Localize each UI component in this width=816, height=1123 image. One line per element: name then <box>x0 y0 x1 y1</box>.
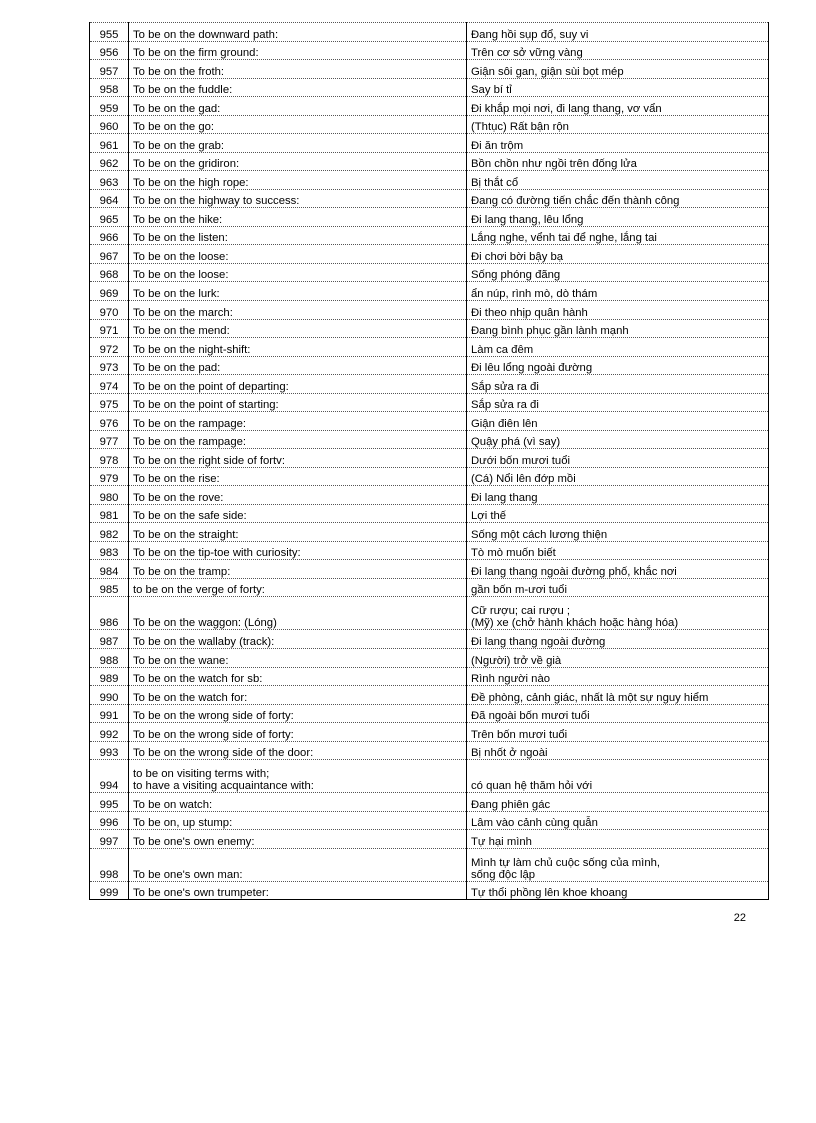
english-idiom: To be on the loose: <box>129 245 467 264</box>
english-idiom: To be on the pad: <box>129 356 467 375</box>
table-row <box>90 686 769 705</box>
table-row <box>90 300 769 319</box>
english-idiom: To be on the wrong side of forty: <box>129 723 467 742</box>
table-row <box>90 338 769 357</box>
entry-number: 961 <box>90 134 129 153</box>
vietnamese-meaning: Đang hồi sụp đổ, suy vi <box>467 23 769 42</box>
english-idiom: To be on the listen: <box>129 226 467 245</box>
vietnamese-meaning: Sắp sửa ra đi <box>467 375 769 394</box>
vietnamese-meaning: (Cá) Nổi lên đớp mồi <box>467 467 769 486</box>
table-row <box>90 597 769 630</box>
entry-number: 962 <box>90 152 129 171</box>
entry-number: 959 <box>90 97 129 116</box>
english-idiom: To be on the rise: <box>129 467 467 486</box>
vietnamese-meaning: Rình người nào <box>467 667 769 686</box>
entry-number: 982 <box>90 523 129 542</box>
page-number: 22 <box>733 912 746 924</box>
entry-number: 956 <box>90 41 129 60</box>
table-row <box>90 667 769 686</box>
table-row <box>90 60 769 79</box>
table-row <box>90 504 769 523</box>
vietnamese-meaning: Trên bốn mươi tuổi <box>467 723 769 742</box>
table-row <box>90 356 769 375</box>
english-idiom: To be on the downward path: <box>129 23 467 42</box>
vietnamese-meaning: Trên cơ sở vững vàng <box>467 41 769 60</box>
entry-number: 986 <box>90 597 129 630</box>
entry-number: 955 <box>90 23 129 42</box>
vietnamese-meaning: gần bốn m-ươi tuổi <box>467 578 769 597</box>
english-idiom: to be on the verge of forty: <box>129 578 467 597</box>
entry-number: 995 <box>90 793 129 812</box>
vietnamese-meaning: Đã ngoài bốn mươi tuổi <box>467 704 769 723</box>
entry-number: 968 <box>90 263 129 282</box>
vietnamese-meaning: Giận điên lên <box>467 412 769 431</box>
entry-number: 964 <box>90 189 129 208</box>
vietnamese-meaning: Sắp sửa ra đi <box>467 393 769 412</box>
vietnamese-meaning: Lợi thế <box>467 504 769 523</box>
english-idiom: To be on, up stump: <box>129 811 467 830</box>
vietnamese-meaning: Bồn chồn như ngồi trên đống lửa <box>467 152 769 171</box>
english-idiom: To be on the froth: <box>129 60 467 79</box>
english-idiom: To be on the rove: <box>129 486 467 505</box>
entry-number: 979 <box>90 467 129 486</box>
table-row <box>90 848 769 881</box>
table-row <box>90 723 769 742</box>
vietnamese-meaning: Đi lang thang, lêu lổng <box>467 208 769 227</box>
english-idiom: To be on the point of starting: <box>129 393 467 412</box>
table-row <box>90 760 769 793</box>
entry-number: 981 <box>90 504 129 523</box>
table-row <box>90 811 769 830</box>
english-idiom: To be on the highway to success: <box>129 189 467 208</box>
english-idiom: To be on the mend: <box>129 319 467 338</box>
vietnamese-meaning: Sống phóng đãng <box>467 263 769 282</box>
english-idiom: To be one's own man: <box>129 848 467 881</box>
vietnamese-meaning: Đi khắp mọi nơi, đi lang thang, vơ vẩn <box>467 97 769 116</box>
vietnamese-meaning: Sống một cách lương thiện <box>467 523 769 542</box>
english-idiom: To be on the point of departing: <box>129 375 467 394</box>
table-row <box>90 541 769 560</box>
entry-number: 963 <box>90 171 129 190</box>
entry-number: 985 <box>90 578 129 597</box>
table-row <box>90 881 769 900</box>
vietnamese-meaning: Lắng nghe, vểnh tai để nghe, lắng tai <box>467 226 769 245</box>
english-idiom: To be on the loose: <box>129 263 467 282</box>
entry-number: 958 <box>90 78 129 97</box>
entry-number: 978 <box>90 449 129 468</box>
table-row <box>90 319 769 338</box>
vietnamese-meaning: Đi lêu lổng ngoài đường <box>467 356 769 375</box>
table-row <box>90 134 769 153</box>
table-row <box>90 189 769 208</box>
vietnamese-meaning: Đi ăn trộm <box>467 134 769 153</box>
entry-number: 998 <box>90 848 129 881</box>
vietnamese-meaning: Tự hại mình <box>467 830 769 849</box>
english-idiom: To be on the straight: <box>129 523 467 542</box>
entry-number: 988 <box>90 649 129 668</box>
english-idiom: To be one's own enemy: <box>129 830 467 849</box>
entry-number: 966 <box>90 226 129 245</box>
english-idiom: To be on the gad: <box>129 97 467 116</box>
table-row <box>90 578 769 597</box>
vietnamese-meaning: Mình tự làm chủ cuộc sống của mình, sống độc lập <box>467 848 769 881</box>
english-idiom: To be on the right side of fortv: <box>129 449 467 468</box>
idiom-table <box>89 22 769 900</box>
entry-number: 983 <box>90 541 129 560</box>
entry-number: 967 <box>90 245 129 264</box>
table-row <box>90 282 769 301</box>
entry-number: 977 <box>90 430 129 449</box>
entry-number: 984 <box>90 560 129 579</box>
vietnamese-meaning: Quậy phá (vì say) <box>467 430 769 449</box>
english-idiom: To be on the march: <box>129 300 467 319</box>
vietnamese-meaning: (Thtục) Rất bận rộn <box>467 115 769 134</box>
table-row <box>90 152 769 171</box>
table-row <box>90 793 769 812</box>
table-row <box>90 430 769 449</box>
entry-number: 972 <box>90 338 129 357</box>
table-row <box>90 78 769 97</box>
vietnamese-meaning: Say bí tỉ <box>467 78 769 97</box>
table-row <box>90 449 769 468</box>
vietnamese-meaning: Đi theo nhịp quân hành <box>467 300 769 319</box>
english-idiom: To be on the night-shift: <box>129 338 467 357</box>
table-row <box>90 630 769 649</box>
english-idiom: To be on the safe side: <box>129 504 467 523</box>
entry-number: 974 <box>90 375 129 394</box>
entry-number: 991 <box>90 704 129 723</box>
vietnamese-meaning: Bị nhốt ở ngoài <box>467 741 769 760</box>
vietnamese-meaning: Tò mò muốn biết <box>467 541 769 560</box>
table-row <box>90 830 769 849</box>
entry-number: 992 <box>90 723 129 742</box>
vietnamese-meaning: Bị thắt cổ <box>467 171 769 190</box>
english-idiom: To be on the hike: <box>129 208 467 227</box>
vietnamese-meaning: Đề phòng, cảnh giác, nhất là một sự nguy hiểm <box>467 686 769 705</box>
entry-number: 990 <box>90 686 129 705</box>
table-row <box>90 226 769 245</box>
entry-number: 976 <box>90 412 129 431</box>
english-idiom: To be on the tip-toe with curiosity: <box>129 541 467 560</box>
vietnamese-meaning: Lâm vào cảnh cùng quẫn <box>467 811 769 830</box>
entry-number: 971 <box>90 319 129 338</box>
english-idiom: To be on the lurk: <box>129 282 467 301</box>
english-idiom: To be on the gridiron: <box>129 152 467 171</box>
table-row <box>90 560 769 579</box>
table-row <box>90 412 769 431</box>
english-idiom: To be on watch: <box>129 793 467 812</box>
english-idiom: to be on visiting terms with; to have a visiting acquaintance with: <box>129 760 467 793</box>
table-row <box>90 97 769 116</box>
english-idiom: To be on the watch for: <box>129 686 467 705</box>
vietnamese-meaning: Dưới bốn mươi tuổi <box>467 449 769 468</box>
entry-number: 997 <box>90 830 129 849</box>
vietnamese-meaning: có quan hệ thăm hỏi với <box>467 760 769 793</box>
english-idiom: To be one's own trumpeter: <box>129 881 467 900</box>
english-idiom: To be on the tramp: <box>129 560 467 579</box>
entry-number: 957 <box>90 60 129 79</box>
table-row <box>90 393 769 412</box>
entry-number: 993 <box>90 741 129 760</box>
entry-number: 965 <box>90 208 129 227</box>
table-row <box>90 171 769 190</box>
english-idiom: To be on the firm ground: <box>129 41 467 60</box>
table-row <box>90 704 769 723</box>
vietnamese-meaning: ẩn núp, rình mò, dò thám <box>467 282 769 301</box>
vietnamese-meaning: Giận sôi gan, giận sùi bọt mép <box>467 60 769 79</box>
entry-number: 973 <box>90 356 129 375</box>
english-idiom: To be on the wallaby (track): <box>129 630 467 649</box>
table-row <box>90 115 769 134</box>
english-idiom: To be on the go: <box>129 115 467 134</box>
vietnamese-meaning: Đi lang thang <box>467 486 769 505</box>
table-row <box>90 467 769 486</box>
vietnamese-meaning: Đang bình phục gần lành mạnh <box>467 319 769 338</box>
entry-number: 996 <box>90 811 129 830</box>
table-row <box>90 486 769 505</box>
table-row <box>90 263 769 282</box>
entry-number: 980 <box>90 486 129 505</box>
vietnamese-meaning: Đi lang thang ngoài đường <box>467 630 769 649</box>
table-row <box>90 649 769 668</box>
table-row <box>90 245 769 264</box>
table-row <box>90 741 769 760</box>
entry-number: 975 <box>90 393 129 412</box>
entry-number: 970 <box>90 300 129 319</box>
english-idiom: To be on the fuddle: <box>129 78 467 97</box>
entry-number: 969 <box>90 282 129 301</box>
vietnamese-meaning: Làm ca đêm <box>467 338 769 357</box>
table-row <box>90 23 769 42</box>
vietnamese-meaning: (Người) trở về già <box>467 649 769 668</box>
english-idiom: To be on the wrong side of the door: <box>129 741 467 760</box>
english-idiom: To be on the wrong side of forty: <box>129 704 467 723</box>
english-idiom: To be on the wane: <box>129 649 467 668</box>
table-row <box>90 523 769 542</box>
entry-number: 987 <box>90 630 129 649</box>
english-idiom: To be on the grab: <box>129 134 467 153</box>
entry-number: 994 <box>90 760 129 793</box>
vietnamese-meaning: Tự thổi phồng lên khoe khoang <box>467 881 769 900</box>
vietnamese-meaning: Đi chơi bời bậy bạ <box>467 245 769 264</box>
english-idiom: To be on the waggon: (Lóng) <box>129 597 467 630</box>
english-idiom: To be on the watch for sb: <box>129 667 467 686</box>
table-row <box>90 208 769 227</box>
english-idiom: To be on the rampage: <box>129 412 467 431</box>
table-row <box>90 375 769 394</box>
table-row <box>90 41 769 60</box>
vietnamese-meaning: Cữ rượu; cai rượu ; (Mỹ) xe (chở hành khách hoặc hàng hóa) <box>467 597 769 630</box>
vietnamese-meaning: Đang có đường tiến chắc đến thành công <box>467 189 769 208</box>
vietnamese-meaning: Đi lang thang ngoài đường phố, khắc nơi <box>467 560 769 579</box>
idiom-table-body <box>90 23 769 900</box>
entry-number: 999 <box>90 881 129 900</box>
entry-number: 989 <box>90 667 129 686</box>
vietnamese-meaning: Đang phiên gác <box>467 793 769 812</box>
entry-number: 960 <box>90 115 129 134</box>
english-idiom: To be on the high rope: <box>129 171 467 190</box>
english-idiom: To be on the rampage: <box>129 430 467 449</box>
